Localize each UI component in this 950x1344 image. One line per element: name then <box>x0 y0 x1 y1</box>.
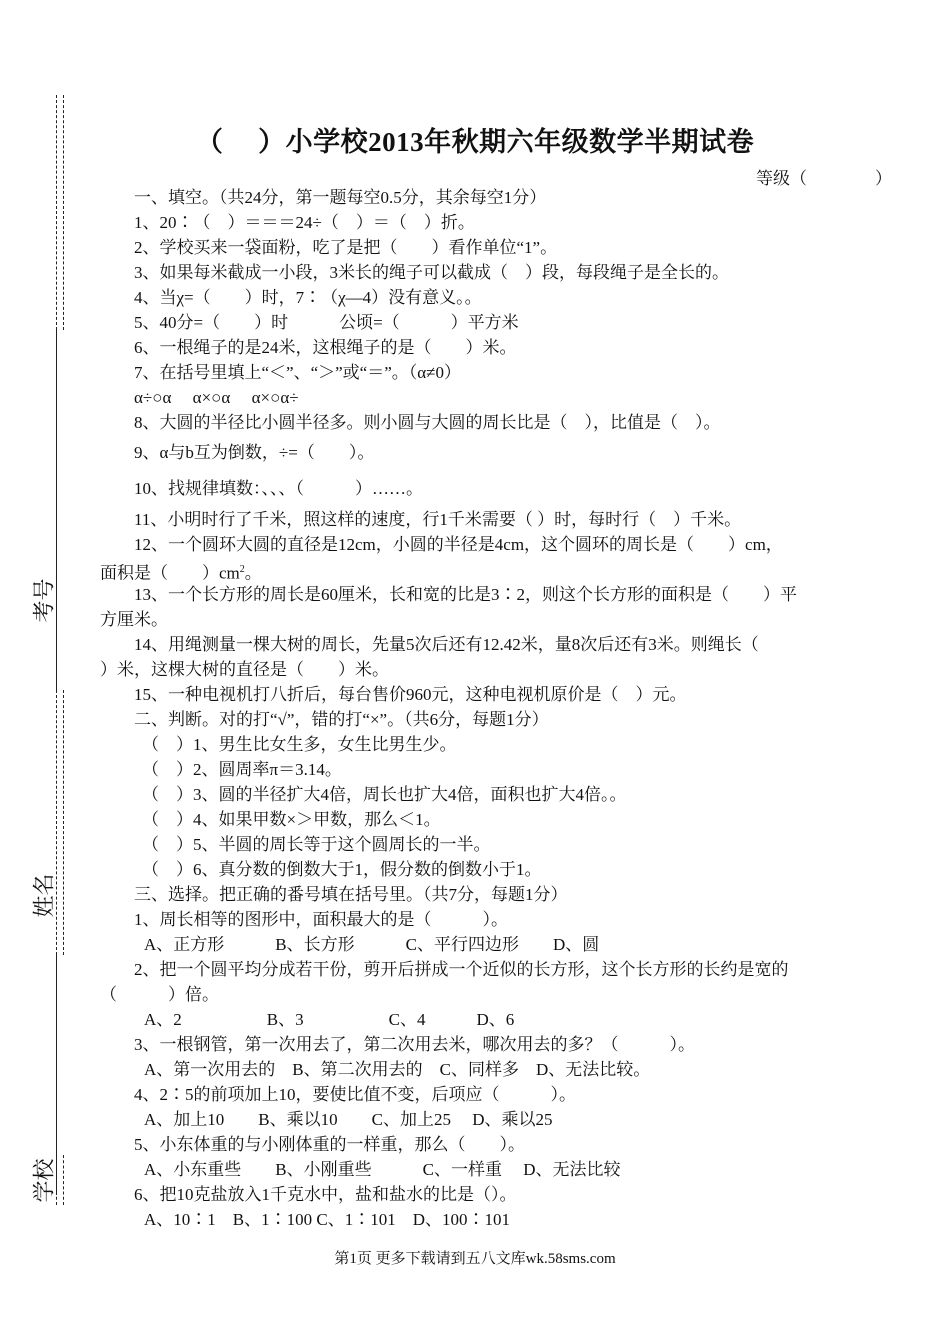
question-line: 3、如果每米截成一小段，3米长的绳子可以截成（ ）段，每段绳子是全长的。 <box>134 263 729 282</box>
question-line: 7、在括号里填上“＜”、“＞”或“＝”。（α≠0） <box>134 363 462 382</box>
question-line: 5、40分=（ ）时 公顷=（ ）平方米 <box>134 313 519 332</box>
question-line-continued: （ ）倍。 <box>100 985 219 1004</box>
question-line: 8、大圆的半径比小圆半径多。则小圆与大圆的周长比是（ ），比值是（ ）。 <box>134 413 721 432</box>
label-xuexiao: 学校 <box>31 1158 57 1203</box>
options-line: A、加上10 B、乘以10 C、加上25 D、乘以25 <box>144 1110 553 1129</box>
question-line: 14、用绳测量一棵大树的周长，先量5次后还有12.42米，量8次后还有3米。则绳长（ <box>134 635 759 654</box>
options-line: A、2 B、3 C、4 D、6 <box>144 1010 515 1029</box>
label-xingming: 姓名 <box>31 873 57 918</box>
grade-field: 等级（ ） <box>756 169 892 188</box>
question-line: 2、学校买来一袋面粉，吃了是把（ ）看作单位“1”。 <box>134 238 558 257</box>
judge-line: （ ）5、半圆的周长等于这个圆周长的一半。 <box>142 835 491 854</box>
question-line: 1、20∶（ ）＝＝＝24÷（ ）＝（ ）折。 <box>134 213 475 232</box>
judge-line: （ ）6、真分数的倒数大于1，假分数的倒数小于1。 <box>142 860 542 879</box>
section-heading: 三、选择。把正确的番号填在括号里。（共7分，每题1分） <box>134 885 568 904</box>
question-line: 15、一种电视机打八折后，每台售价960元，这种电视机原价是（ ）元。 <box>134 685 687 704</box>
question-line: 11、小明时行了千米，照这样的速度，行1千米需要（ ）时，每时行（ ）千米。 <box>134 510 742 529</box>
page-footer: 第1页 更多下载请到五八文库wk.58sms.com <box>334 1251 616 1267</box>
question-line: 3、一根钢管，第一次用去了，第二次用去米，哪次用去的多？（ ）。 <box>134 1035 695 1054</box>
question-line: 1、周长相等的图形中，面积最大的是（ ）。 <box>134 910 508 929</box>
options-line: A、正方形 B、长方形 C、平行四边形 D、圆 <box>144 935 600 954</box>
question-line: 12、一个圆环大圆的直径是12cm，小圆的半径是4cm，这个圆环的周长是（ ）cm， <box>134 535 783 554</box>
page-title: （ ）小学校2013年秋期六年级数学半期试卷 <box>195 127 755 157</box>
question-line: 6、把10克盐放入1千克水中，盐和盐水的比是（）。 <box>134 1185 517 1204</box>
question-line: α÷○α α×○α α×○α÷ <box>134 388 299 407</box>
options-line: A、小东重些 B、小刚重些 C、一样重 D、无法比较 <box>144 1160 621 1179</box>
question-line: 4、当χ=（ ）时，7∶（χ—4）没有意义。。 <box>134 288 482 307</box>
question-line: 5、小东体重的与小刚体重的一样重，那么（ ）。 <box>134 1135 525 1154</box>
options-line: A、第一次用去的 B、第二次用去的 C、同样多 D、无法比较。 <box>144 1060 651 1079</box>
section-heading: 二、判断。对的打“√”，错的打“×”。（共6分，每题1分） <box>134 710 549 729</box>
options-line: A、10∶1 B、1∶100 C、1∶101 D、100∶101 <box>144 1210 510 1229</box>
question-line: 10、找规律填数：、、、（ ）……。 <box>134 479 423 498</box>
question-line: 6、一根绳子的是24米，这根绳子的是（ ）米。 <box>134 338 517 357</box>
exam-content <box>100 185 900 1232</box>
binding-solid-line <box>56 330 57 690</box>
label-kaohao: 考号 <box>31 578 57 623</box>
question-text: 面积是（ ）cm <box>100 563 240 583</box>
judge-line: （ ）2、圆周率π＝3.14。 <box>142 760 342 779</box>
question-line-continued: ）米，这棵大树的直径是（ ）米。 <box>100 660 389 679</box>
judge-line: （ ）3、圆的半径扩大4倍，周长也扩大4倍，面积也扩大4倍。。 <box>142 785 627 804</box>
question-line: 9、α与b互为倒数，÷=（ ）。 <box>134 443 375 462</box>
judge-line: （ ）4、如果甲数×＞甲数，那么＜1。 <box>142 810 441 829</box>
superscript: 2 <box>239 564 245 575</box>
question-line: 4、2∶5的前项加上10，要使比值不变，后项应（ ）。 <box>134 1085 576 1104</box>
question-text-end: 。 <box>244 563 262 583</box>
binding-margin <box>10 95 70 1205</box>
section-heading: 一、填空。（共24分，第一题每空0.5分，其余每空1分） <box>134 188 547 207</box>
question-line: 13、一个长方形的周长是60厘米，长和宽的比是3∶2，则这个长方形的面积是（ ）平 <box>134 585 797 604</box>
question-line-continued <box>100 557 900 582</box>
question-line: 2、把一个圆平均分成若干份，剪开后拼成一个近似的长方形，这个长方形的长约是宽的 <box>134 960 789 979</box>
question-line-continued: 方厘米。 <box>100 610 168 629</box>
judge-line: （ ）1、男生比女生多，女生比男生少。 <box>142 735 457 754</box>
